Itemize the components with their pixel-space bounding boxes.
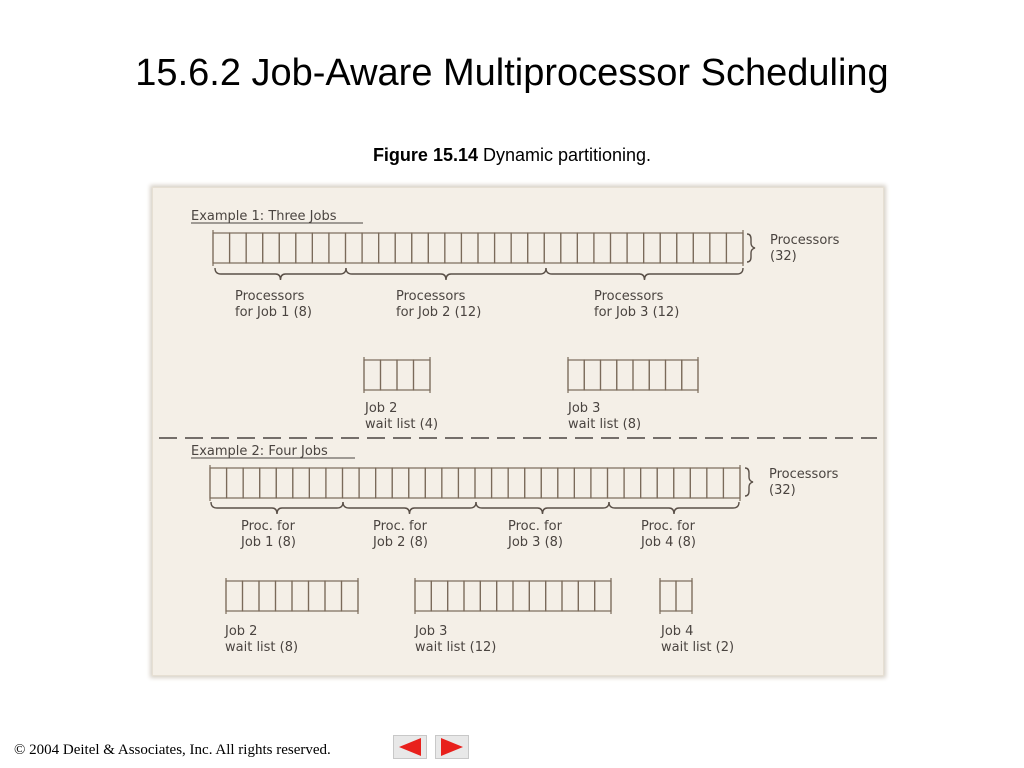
example2-processor-cell: [293, 468, 310, 498]
example1-processor-cell: [461, 233, 478, 263]
example1-job3-wait-list: [568, 357, 698, 393]
example2-job2-wait-cell: [243, 581, 260, 611]
example1-job2-wait-cell: [397, 360, 414, 390]
example2-job2-wait-cell: [309, 581, 326, 611]
example1-processor-cell: [710, 233, 727, 263]
example2-processor-cell: [690, 468, 707, 498]
example2-processor-cell: [508, 468, 525, 498]
example2-job2-wait-cell: [342, 581, 359, 611]
example1-processor-cell: [577, 233, 594, 263]
example1-processor-cell: [246, 233, 263, 263]
example1-processor-cell: [511, 233, 528, 263]
example2-processors-label-2: (32): [769, 483, 796, 498]
example2-wait-1-line2: wait list (8): [225, 640, 299, 655]
example2-group-4-line1: Proc. for: [641, 519, 695, 534]
example1-processor-cell: [412, 233, 429, 263]
example1-processor-cell: [346, 233, 363, 263]
example2-processor-cell: [260, 468, 277, 498]
example2-processor-cell: [541, 468, 558, 498]
example1-group-3-line1: Processors: [594, 289, 664, 304]
example2-wait-2-line2: wait list (12): [415, 640, 497, 655]
figure-label: Figure 15.14: [372, 145, 478, 165]
example2-job4-wait-list: [660, 578, 692, 614]
example2-processor-cell: [243, 468, 260, 498]
example1-processor-cell: [445, 233, 462, 263]
example1-job2-brace: [346, 268, 546, 280]
figure-caption: [0, 145, 1024, 166]
example1-processor-cell: [428, 233, 445, 263]
example1-job2-wait-cell: [381, 360, 398, 390]
example1-wait-1-line1: Job 2: [365, 401, 398, 416]
example1-processor-cell: [213, 233, 230, 263]
example2-group-4-line2: Job 4 (8): [641, 535, 696, 550]
example1-processor-cell: [660, 233, 677, 263]
example2-processor-cell: [624, 468, 641, 498]
example1-processor-cell: [677, 233, 694, 263]
example1-job2-wait-cell: [364, 360, 381, 390]
example2-job3-wait-cell: [480, 581, 496, 611]
example1-processor-cell: [644, 233, 661, 263]
example1-job1-brace: [215, 268, 346, 280]
example2-processor-cell: [475, 468, 492, 498]
example2-group-1-line1: Proc. for: [241, 519, 295, 534]
example1-processor-cell: [312, 233, 329, 263]
example1-processor-row: [213, 230, 743, 266]
example2-job3-wait-list: [415, 578, 611, 614]
example1-group-3-line2: for Job 3 (12): [594, 305, 680, 320]
example1-processors-brace: [747, 234, 755, 262]
example2-group-2-line1: Proc. for: [373, 519, 427, 534]
example1-processor-cell: [329, 233, 346, 263]
example2-processor-cell: [210, 468, 227, 498]
example1-job3-wait-cell: [568, 360, 584, 390]
example2-processor-cell: [641, 468, 658, 498]
example2-job3-wait-cell: [578, 581, 594, 611]
example2-processor-cell: [674, 468, 691, 498]
example2-processors-brace: [745, 468, 753, 496]
example1-heading: Example 1: Three Jobs: [191, 209, 337, 224]
example1-job3-wait-cell: [633, 360, 649, 390]
copyright-footer: © 2004 Deitel & Associates, Inc. All rights reserved.: [14, 742, 331, 758]
example2-wait-3-line1: Job 4: [661, 624, 694, 639]
example2-job2-wait-cell: [226, 581, 243, 611]
example2-job4-wait-cell: [660, 581, 676, 611]
example1-wait-1-line2: wait list (4): [365, 417, 439, 432]
example2-processor-cell: [227, 468, 244, 498]
example1-job3-wait-cell: [601, 360, 617, 390]
example2-processor-cell: [442, 468, 459, 498]
example1-wait-2-line2: wait list (8): [568, 417, 642, 432]
example2-processor-row: [210, 465, 740, 501]
example1-job3-wait-cell: [682, 360, 698, 390]
example2-job3-wait-cell: [513, 581, 529, 611]
example2-job3-wait-cell: [431, 581, 447, 611]
example1-processor-cell: [611, 233, 628, 263]
example2-group-2-line2: Job 2 (8): [373, 535, 428, 550]
example1-processor-cell: [693, 233, 710, 263]
example2-group-braces: [211, 502, 739, 514]
example2-job2-wait-cell: [259, 581, 276, 611]
example1-group-braces: [215, 268, 743, 280]
example2-job2-wait-cell: [325, 581, 342, 611]
example2-processor-cell: [574, 468, 591, 498]
example1-group-2-line2: for Job 2 (12): [396, 305, 482, 320]
example2-job3-wait-cell: [546, 581, 562, 611]
example1-processors-label-1: Processors: [770, 233, 840, 248]
slide-title: 15.6.2 Job-Aware Multiprocessor Scheduling: [135, 52, 889, 94]
example1-processor-cell: [594, 233, 611, 263]
example2-processor-cell: [309, 468, 326, 498]
example2-job2-wait-list: [226, 578, 358, 614]
example2-processor-cell: [707, 468, 724, 498]
example2-group-1-line2: Job 1 (8): [241, 535, 296, 550]
example2-wait-3-line2: wait list (2): [661, 640, 735, 655]
example2-processor-cell: [492, 468, 509, 498]
example2-processor-cell: [409, 468, 426, 498]
example2-heading: Example 2: Four Jobs: [191, 444, 328, 459]
example2-job3-wait-cell: [562, 581, 578, 611]
example2-job1-brace: [211, 502, 343, 514]
example1-processors-label-2: (32): [770, 249, 797, 264]
left-arrow-icon[interactable]: [393, 735, 427, 759]
example2-job4-wait-cell: [676, 581, 692, 611]
example1-processor-cell: [230, 233, 247, 263]
example2-processor-cell: [343, 468, 360, 498]
example1-processor-cell: [478, 233, 495, 263]
example2-job4-brace: [609, 502, 739, 514]
example2-processor-cell: [326, 468, 343, 498]
example1-job3-wait-cell: [649, 360, 665, 390]
example2-job3-wait-cell: [595, 581, 611, 611]
example1-processor-cell: [296, 233, 313, 263]
example1-processor-cell: [395, 233, 412, 263]
example2-processor-cell: [392, 468, 409, 498]
example2-job3-wait-cell: [464, 581, 480, 611]
figure-caption-text: Dynamic partitioning.: [477, 145, 652, 165]
example1-processor-cell: [263, 233, 280, 263]
example2-job2-wait-cell: [292, 581, 309, 611]
example2-job2-brace: [343, 502, 476, 514]
example2-job3-brace: [476, 502, 609, 514]
example1-job3-wait-cell: [584, 360, 600, 390]
example1-processor-cell: [544, 233, 561, 263]
example2-job3-wait-cell: [415, 581, 431, 611]
example2-processor-cell: [591, 468, 608, 498]
example2-wait-2-line1: Job 3: [415, 624, 448, 639]
example1-processor-cell: [627, 233, 644, 263]
example1-group-1-line2: for Job 1 (8): [235, 305, 312, 320]
figure-panel: [152, 187, 884, 676]
example2-processor-cell: [425, 468, 442, 498]
example1-processor-cell: [279, 233, 296, 263]
example1-group-2-line1: Processors: [396, 289, 466, 304]
example1-processor-cell: [726, 233, 743, 263]
example1-processor-cell: [528, 233, 545, 263]
example2-processor-cell: [458, 468, 475, 498]
example2-wait-1-line1: Job 2: [225, 624, 258, 639]
dynamic-partitioning-diagram: [153, 188, 883, 675]
example2-processor-cell: [359, 468, 376, 498]
example2-processor-cell: [723, 468, 740, 498]
example2-job3-wait-cell: [529, 581, 545, 611]
example1-job2-wait-list: [364, 357, 430, 393]
example1-processor-cell: [495, 233, 512, 263]
example1-group-1-line1: Processors: [235, 289, 305, 304]
example2-processor-cell: [525, 468, 542, 498]
example2-processor-cell: [608, 468, 625, 498]
example2-job3-wait-cell: [448, 581, 464, 611]
example1-processor-cell: [561, 233, 578, 263]
example2-processors-label-1: Processors: [769, 467, 839, 482]
example2-job3-wait-cell: [497, 581, 513, 611]
example2-group-3-line1: Proc. for: [508, 519, 562, 534]
example2-job2-wait-cell: [276, 581, 293, 611]
example1-job3-wait-cell: [666, 360, 682, 390]
example2-group-3-line2: Job 3 (8): [508, 535, 563, 550]
example2-processor-cell: [376, 468, 393, 498]
example1-job2-wait-cell: [414, 360, 431, 390]
example2-processor-cell: [657, 468, 674, 498]
example1-job3-wait-cell: [617, 360, 633, 390]
right-arrow-icon[interactable]: [435, 735, 469, 759]
example1-job3-brace: [546, 268, 743, 280]
example2-processor-cell: [276, 468, 293, 498]
example2-processor-cell: [558, 468, 575, 498]
example1-wait-2-line1: Job 3: [568, 401, 601, 416]
example1-processor-cell: [379, 233, 396, 263]
example1-processor-cell: [362, 233, 379, 263]
